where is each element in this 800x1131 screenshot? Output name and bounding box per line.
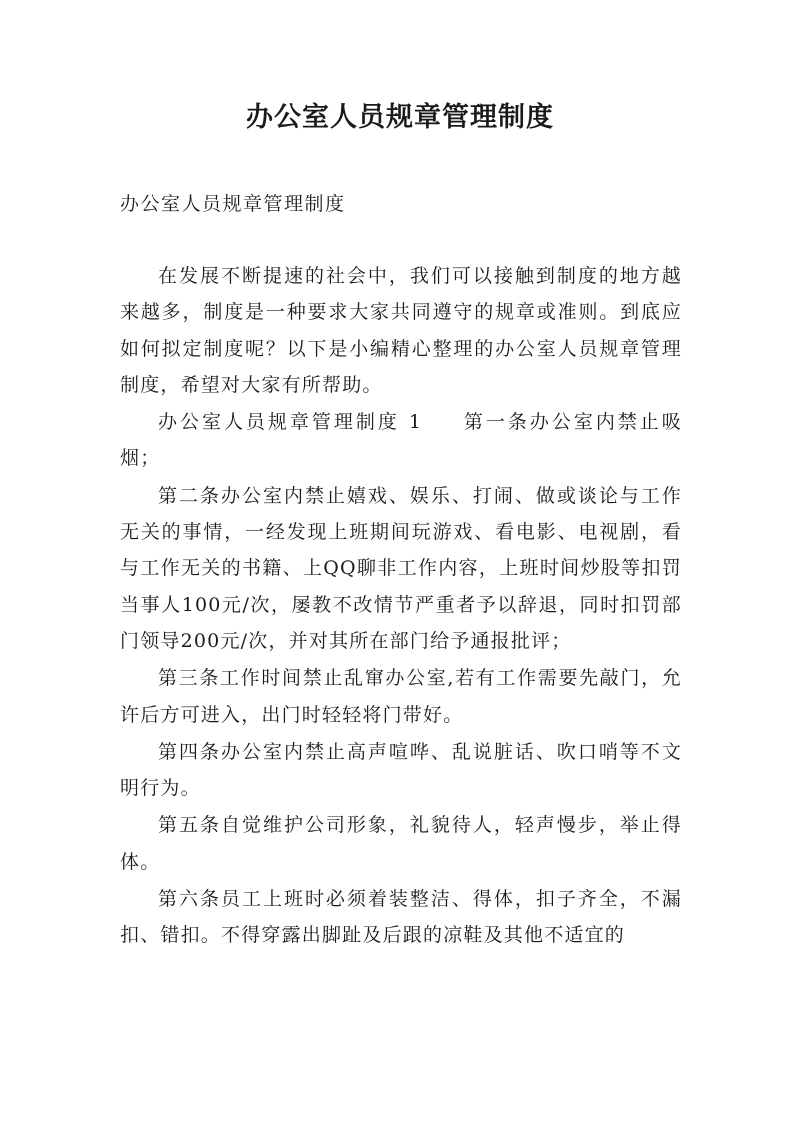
document-title: 办公室人员规章管理制度 xyxy=(246,102,554,133)
document-subtitle: 办公室人员规章管理制度 xyxy=(120,193,346,215)
intro-paragraph: 在发展不断提速的社会中，我们可以接触到制度的地方越来越多，制度是一种要求大家共同遵守的规章或准则。到底应如何拟定制度呢？以下是小编精心整理的办公室人员规章管理制度，希望对大家有所帮助。 xyxy=(120,265,682,396)
section-heading-paragraph xyxy=(120,404,682,477)
section-heading: 办公室人员规章管理制度 1 xyxy=(158,411,423,434)
article-three: 第三条工作时间禁止乱窜办公室,若有工作需要先敲门，允许后方可进入，出门时轻轻将门带好。 xyxy=(120,667,682,726)
article-one: 第一条办公室内禁止吸烟； xyxy=(120,411,682,470)
article-six: 第六条员工上班时必须着装整洁、得体，扣子齐全，不漏扣、错扣。不得穿露出脚趾及后跟的凉鞋及其他不适宜的 xyxy=(120,888,682,947)
article-two: 第二条办公室内禁止嬉戏、娱乐、打闹、做或谈论与工作无关的事情，一经发现上班期间玩游戏、看电影、电视剧，看与工作无关的书籍、上QQ聊非工作内容，上班时间炒股等扣罚当事人100元/次，屡教不改情节严重者予以辞退，同时扣罚部门领导200元/次，并对其所在部门给予通报批评； xyxy=(120,484,682,652)
article-four: 第四条办公室内禁止高声喧哗、乱说脏话、吹口哨等不文明行为。 xyxy=(120,740,682,800)
article-five: 第五条自觉维护公司形象，礼貌待人，轻声慢步，举止得体。 xyxy=(120,814,682,873)
document-body xyxy=(120,258,682,955)
